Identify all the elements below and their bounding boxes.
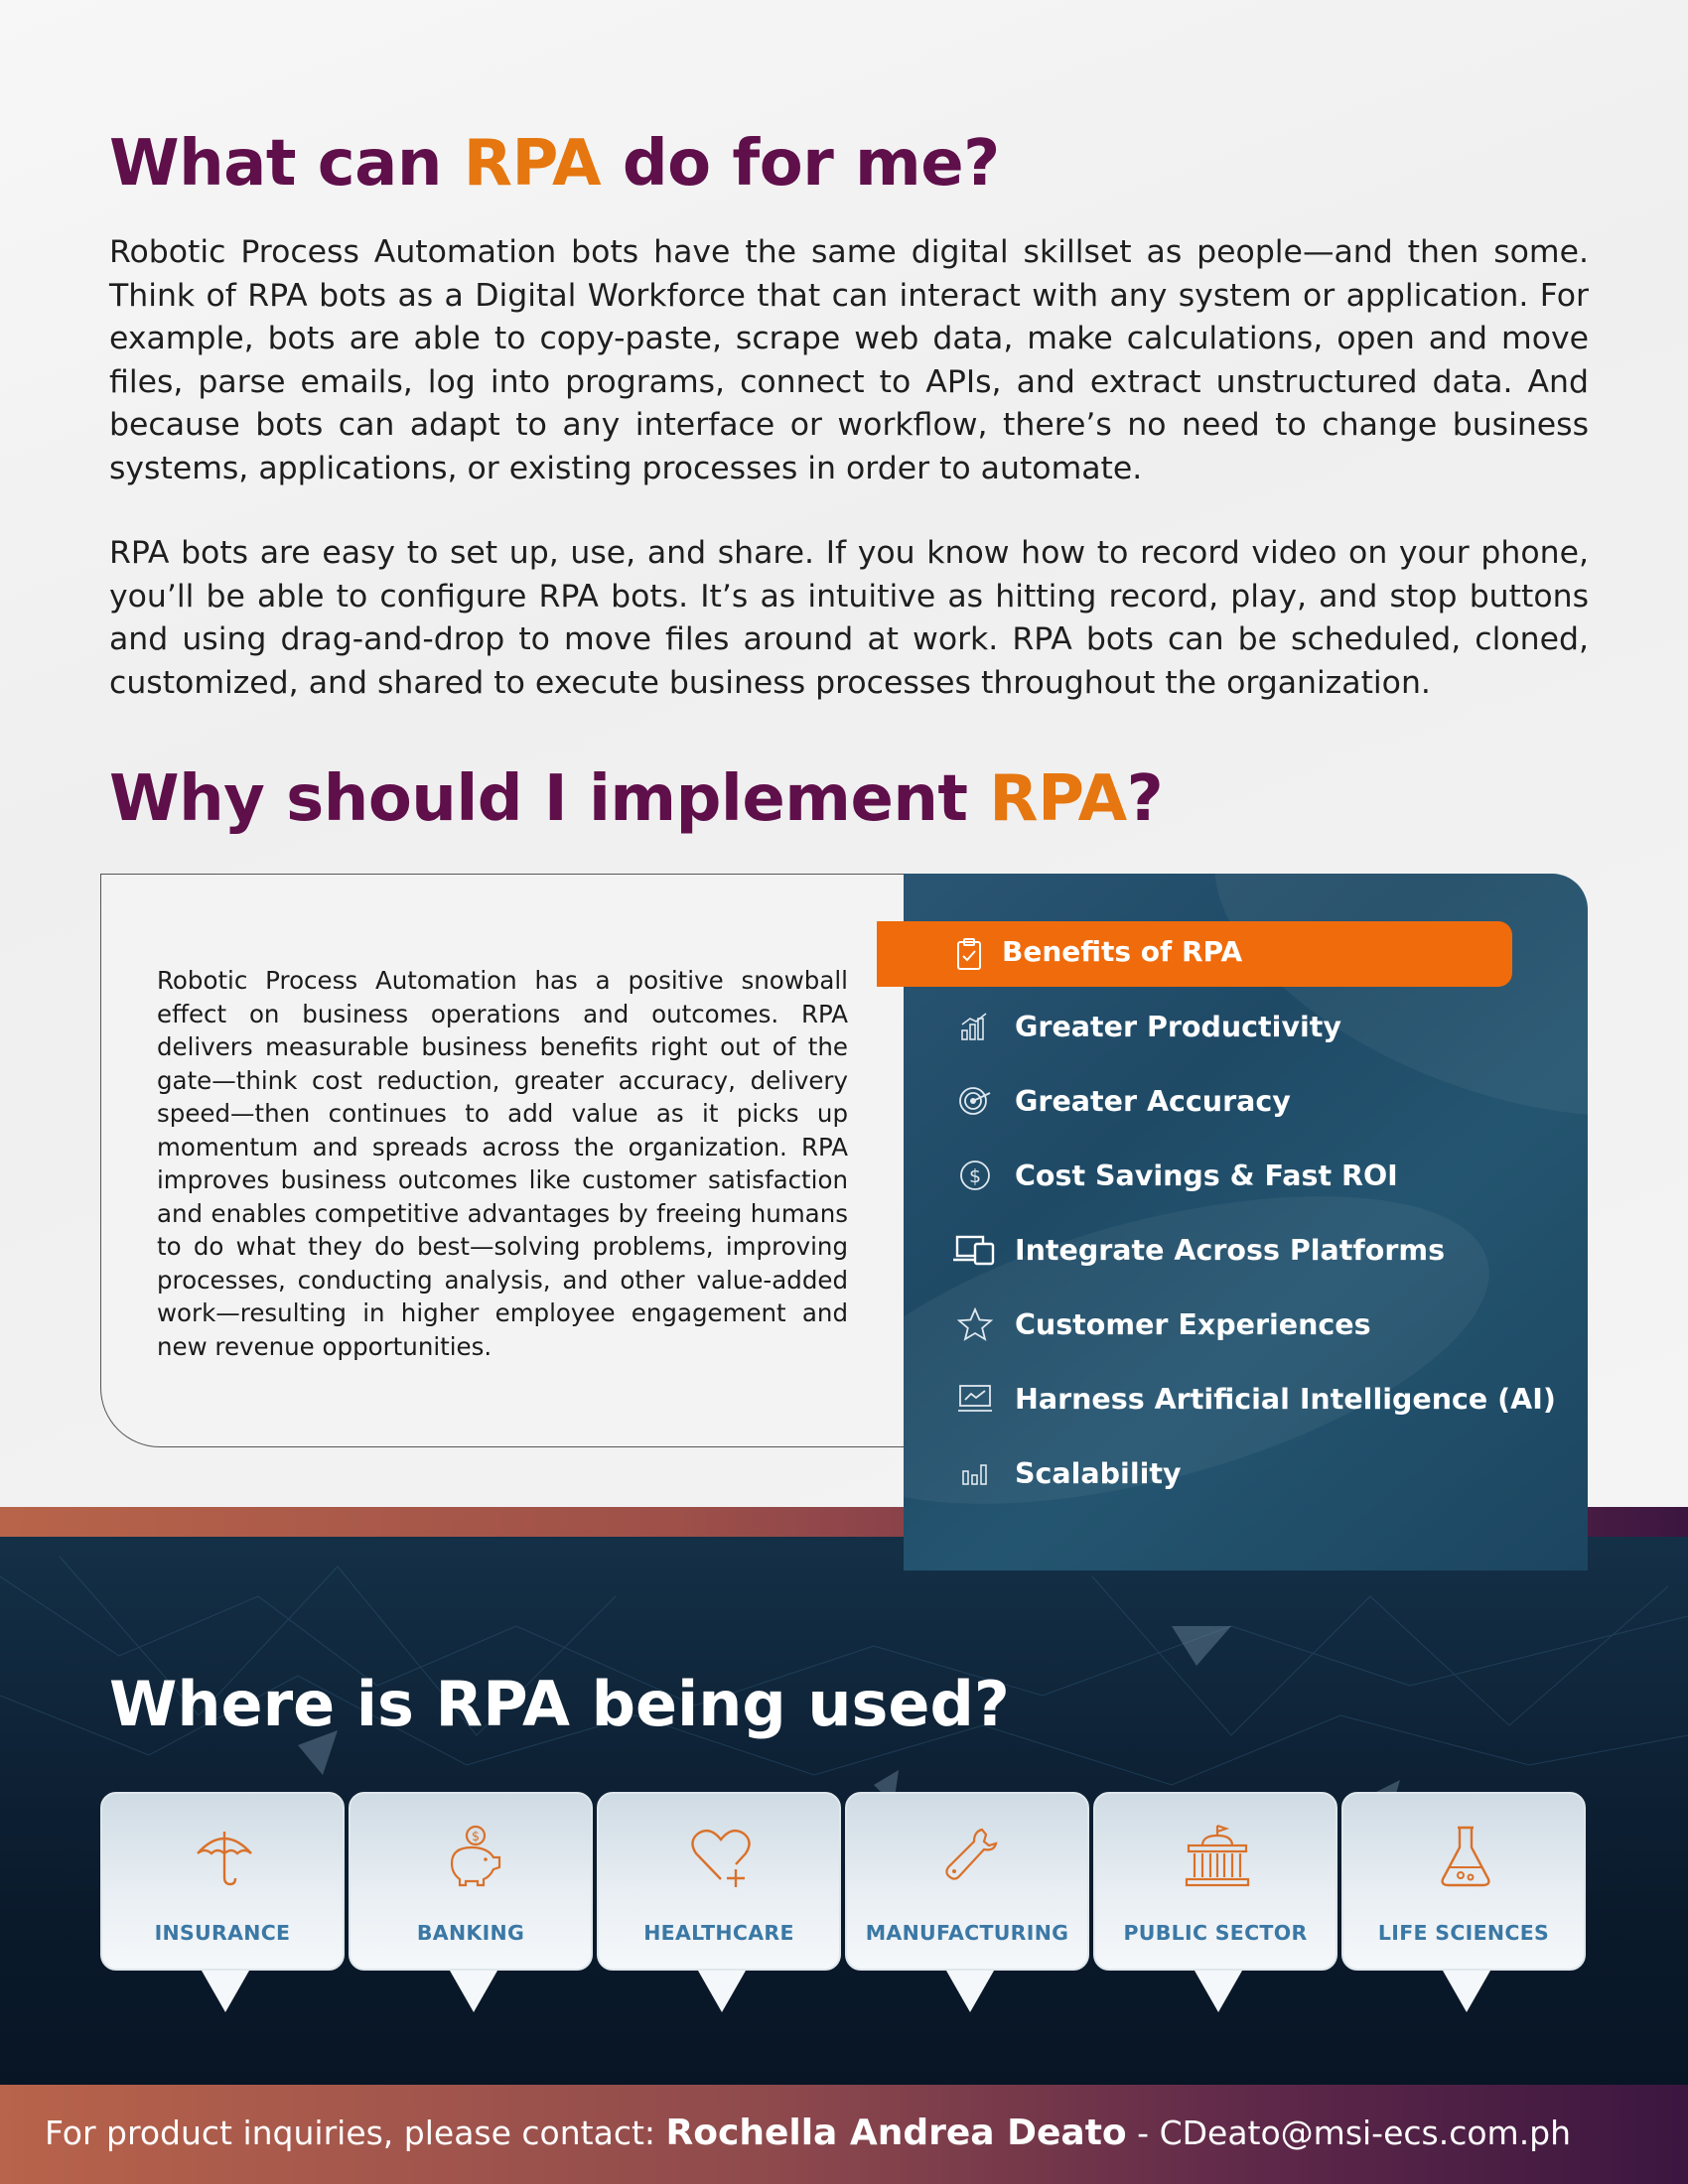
benefit-label: Integrate Across Platforms xyxy=(1015,1233,1446,1267)
why-rpa-card-text: Robotic Process Automation has a positive snowball effect on business operations and outcomes. RPA delivers measurable business benefits right out of the gate—think cost reduction, greater accuracy, delivery speed—then continues to add value as it picks up momentum and spreads across the organization. RPA improves business outcomes like customer satisfaction and enables competitive advantages by freeing humans to do what they do best—solving problems, improving processes, conducting analysis, and other value-added work—resulting in higher employee engagement and new revenue opportunities. xyxy=(157,966,848,1361)
benefit-label: Customer Experiences xyxy=(1015,1307,1371,1341)
monitor-chart-icon xyxy=(953,1379,997,1419)
section-title-why-implement xyxy=(109,762,1163,836)
industry-card-manufacturing xyxy=(845,1792,1089,1971)
industry-card-life-sciences xyxy=(1341,1792,1586,1971)
title-text: Why should I implement xyxy=(109,762,990,836)
industry-label: MANUFACTURING xyxy=(865,1921,1069,1945)
paragraph-rpa-easy-setup: RPA bots are easy to set up, use, and share. If you know how to record video on your phone, you’ll be able to configure RPA bots. It’s as intuitive as hitting record, play, and stop buttons and using drag-and-drop to move files around at work. RPA bots can be scheduled, cloned, customized, and shared to execute business processes throughout the organization. xyxy=(109,535,1589,701)
svg-text:$: $ xyxy=(471,1830,481,1844)
section-title-what-can-rpa xyxy=(109,127,1000,201)
callout-pointer xyxy=(1195,1971,1242,2012)
contact-email-link[interactable]: CDeato@msi-ecs.com.ph xyxy=(1159,2114,1572,2152)
benefit-item-accuracy xyxy=(953,1076,1291,1126)
benefit-item-ai xyxy=(953,1374,1556,1424)
contact-separator: - xyxy=(1126,2114,1160,2152)
star-icon xyxy=(953,1304,997,1344)
title-text-end: do for me? xyxy=(601,127,1000,201)
title-text: What can xyxy=(109,127,464,201)
heart-plus-icon xyxy=(686,1822,756,1891)
benefit-item-productivity xyxy=(953,1002,1341,1051)
wrench-icon xyxy=(934,1822,1004,1891)
callout-pointer xyxy=(450,1971,497,2012)
section-title-where-used: Where is RPA being used? xyxy=(109,1668,1010,1740)
paragraph-rpa-skillset: Robotic Process Automation bots have the same digital skillset as people—and then some. Think of RPA bots as a Digital Workforce that can interact with any system or application. For example, bots are able to copy-paste, scrape web data, make calculations, open and move files, parse emails, log into programs, connect to APIs, and extract unstructured data. And because bots can adapt to any interface or workflow, there’s no need to change business systems, applications, or existing processes in order to automate. xyxy=(109,234,1589,486)
contact-line xyxy=(45,2113,1571,2153)
industry-label: PUBLIC SECTOR xyxy=(1123,1921,1308,1945)
callout-pointer xyxy=(698,1971,746,2012)
benefit-label: Scalability xyxy=(1015,1456,1182,1490)
bar-chart-icon xyxy=(953,1007,997,1046)
benefit-item-customer-experiences xyxy=(953,1299,1371,1349)
industry-label: INSURANCE xyxy=(154,1921,291,1945)
industry-card-healthcare xyxy=(597,1792,841,1971)
dollar-icon xyxy=(953,1156,997,1195)
industry-label: HEALTHCARE xyxy=(643,1921,794,1945)
industry-card-public-sector xyxy=(1093,1792,1337,1971)
callout-pointer xyxy=(1443,1971,1490,2012)
benefits-header xyxy=(877,921,1512,987)
government-building-icon xyxy=(1183,1822,1252,1891)
benefit-item-cost-savings xyxy=(953,1151,1398,1200)
title-text-end: ? xyxy=(1126,762,1164,836)
industry-label: BANKING xyxy=(416,1921,525,1945)
benefit-label: Greater Productivity xyxy=(1015,1010,1341,1043)
clipboard-check-icon xyxy=(956,937,982,976)
benefit-item-scalability xyxy=(953,1448,1182,1498)
why-rpa-card xyxy=(100,874,974,1447)
svg-text:$: $ xyxy=(968,1165,982,1187)
contact-footer xyxy=(0,2085,1688,2184)
industry-card-banking xyxy=(349,1792,593,1971)
target-icon xyxy=(953,1081,997,1121)
umbrella-icon xyxy=(190,1822,259,1891)
industry-label: LIFE SCIENCES xyxy=(1377,1921,1550,1945)
scale-bars-icon xyxy=(953,1453,997,1493)
callout-pointer xyxy=(202,1971,249,2012)
callout-pointer xyxy=(946,1971,994,2012)
title-accent: RPA xyxy=(463,127,602,201)
benefit-item-integrate xyxy=(953,1225,1445,1275)
contact-name: Rochella Andrea Deato xyxy=(665,2113,1127,2153)
benefit-label: Cost Savings & Fast ROI xyxy=(1015,1159,1398,1192)
devices-icon xyxy=(953,1230,997,1270)
benefit-label: Greater Accuracy xyxy=(1015,1084,1291,1118)
industry-card-insurance xyxy=(100,1792,345,1971)
contact-prefix: For product inquiries, please contact: xyxy=(45,2114,666,2152)
title-accent: RPA xyxy=(989,762,1127,836)
benefit-label: Harness Artificial Intelligence (AI) xyxy=(1015,1382,1556,1416)
flask-icon xyxy=(1431,1822,1500,1891)
piggy-bank-icon xyxy=(438,1822,507,1891)
benefits-header-label: Benefits of RPA xyxy=(1002,935,1243,968)
